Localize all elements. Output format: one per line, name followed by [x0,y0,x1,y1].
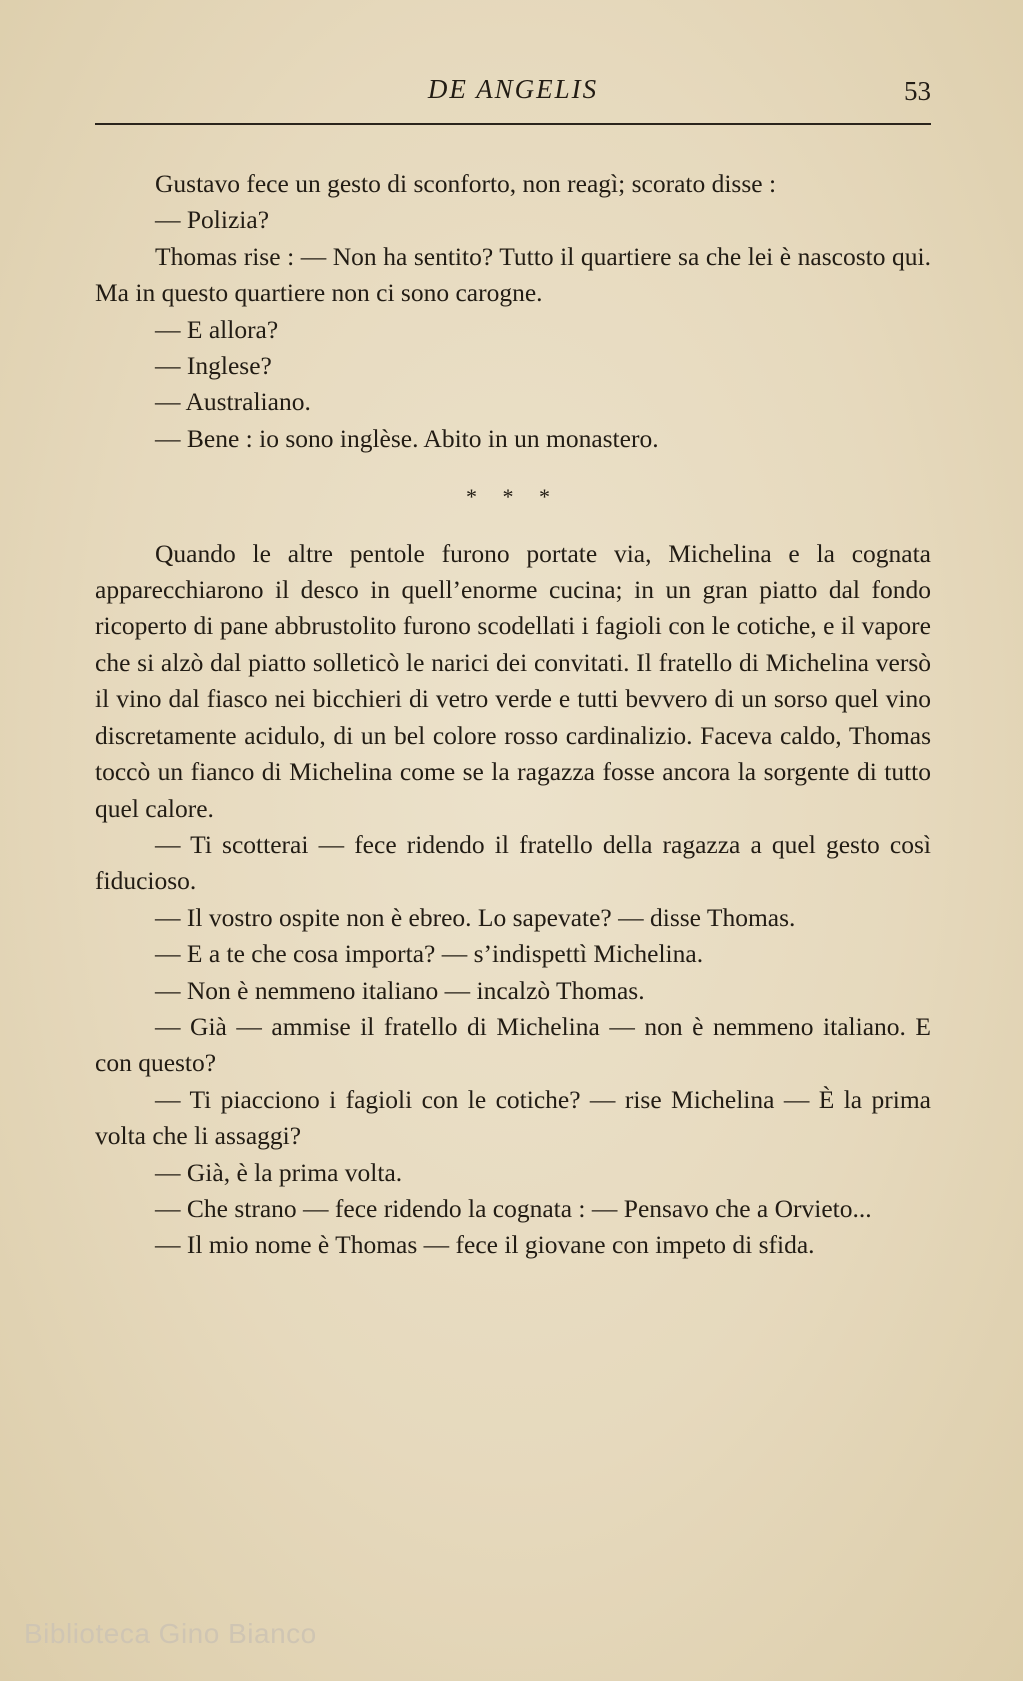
page-number: 53 [904,76,931,106]
page-header [95,74,931,114]
paragraph: — Bene : io sono inglèse. Abito in un monastero. [155,423,659,453]
section-break: * * * [466,484,560,510]
paragraph: — Che strano — fece ridendo la cognata : — Pensavo che a Orvieto... [155,1193,872,1223]
header-rule [95,123,931,125]
paragraph: — Australiano. [155,387,311,417]
paragraph: Thomas rise : — Non ha sentito? Tutto il quartiere sa che lei è nascosto qui. Ma in questo quartiere non ci sono carogne. [95,241,931,308]
paragraph: — Il vostro ospite non è ebreo. Lo sapevate? — disse Thomas. [155,902,796,932]
paragraph: — Inglese? [155,351,272,381]
running-title: DE ANGELIS [427,74,599,104]
paragraph: — Già, è la prima volta. [155,1157,403,1187]
library-watermark: Biblioteca Gino Bianco [24,1618,317,1649]
paragraph: — Non è nemmeno italiano — incalzò Thomas. [155,975,645,1005]
paragraph: Quando le altre pentole furono portate via, Michelina e la cognata apparecchiarono il desco in quell’enorme cucina; in un gran piatto dal fondo ricoperto di pane abbrustolito furono scodellati i fagioli con le cotiche, e il vapore che si alzò dal piatto solleticò le narici dei convitati. Il fratello di Michelina versò il vino dal fiasco nei bicchieri di vetro verde e tutti bevvero di un sorso quel vino discretamente acidulo, di un bel colore rosso cardinalizio. Faceva caldo, Thomas toccò un fianco di Michelina come se la ragazza fosse ancora la sorgente di tutto quel calore. [95,538,931,823]
paragraph: — E a te che cosa importa? — s’indispettì Michelina. [155,939,704,969]
paragraph: — Ti piacciono i fagioli con le cotiche? — rise Michelina — È la prima volta che li assaggi? [95,1084,931,1151]
paragraph: — Polizia? [155,205,270,235]
body-text [95,166,931,1264]
paragraph: — Ti scotterai — fece ridendo il fratello della ragazza a quel gesto così fiducioso. [95,829,931,896]
paragraph: — Il mio nome è Thomas — fece il giovane con impeto di sfida. [155,1230,815,1260]
paragraph: — E allora? [155,314,279,344]
paragraph: — Già — ammise il fratello di Michelina — non è nemmeno italiano. E con questo? [95,1011,931,1078]
paragraph: Gustavo fece un gesto di sconforto, non reagì; scorato disse : [155,169,777,198]
